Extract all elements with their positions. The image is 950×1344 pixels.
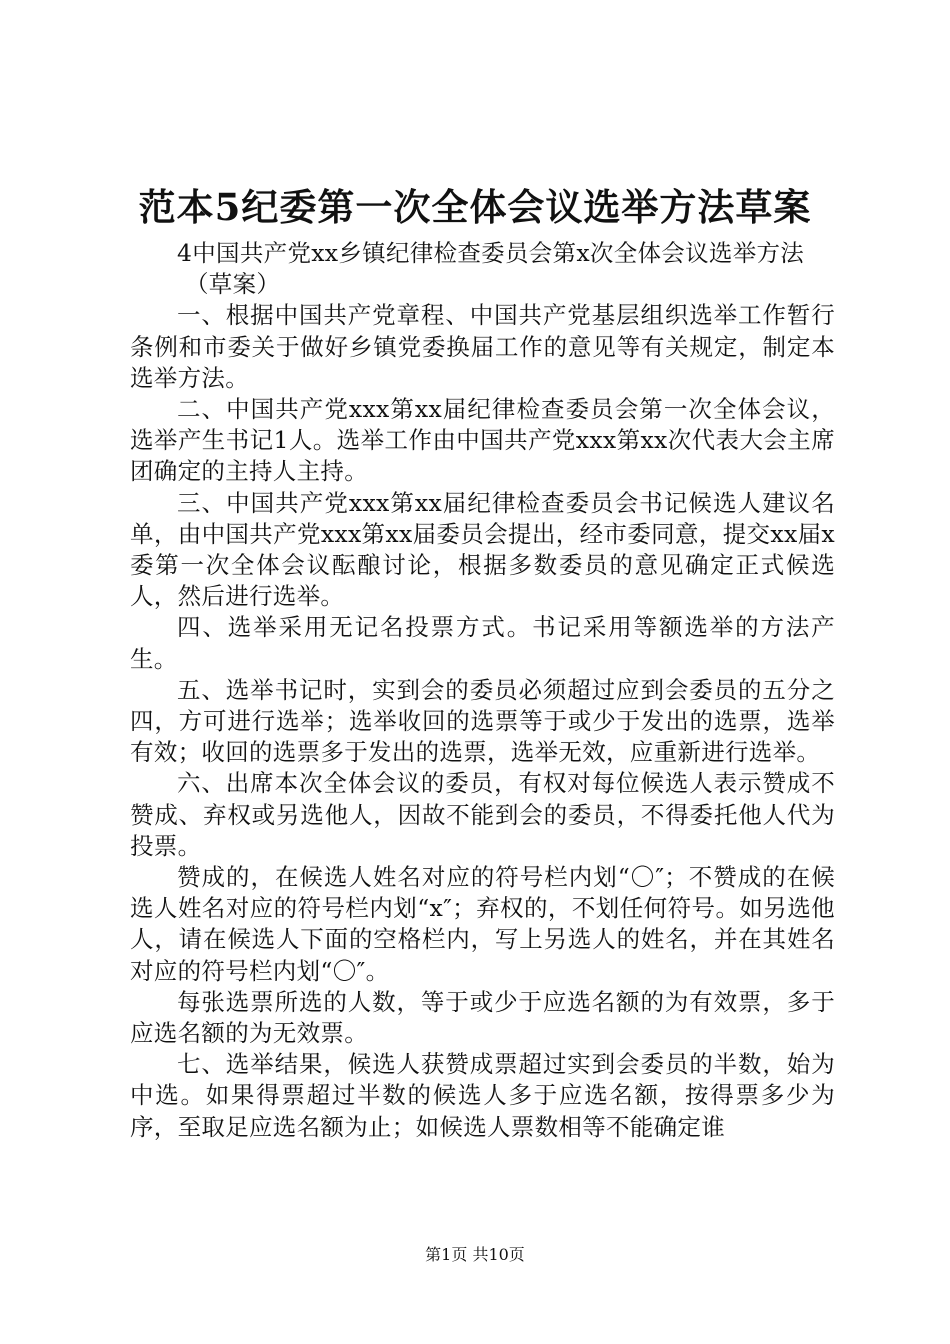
paragraph-draft-label: （草案）	[185, 270, 281, 299]
paragraph-article-5: 五、选举书记时，实到会的委员必须超过应到会委员的五分之四，方可进行选举；选举收回的选票等于或少于发出的选票，选举有效；收回的选票多于发出的选票，选举无效，应重新进行选举。	[130, 675, 835, 767]
paragraph-article-2: 二、中国共产党xxx第xx届纪律检查委员会第一次全体会议，选举产生书记1人。选举工作由中国共产党xxx第xx次代表大会主席团确定的主持人主持。	[130, 395, 835, 486]
paragraph-heading: 4中国共产党xx乡镇纪律检查委员会第x次全体会议选举方法	[177, 239, 805, 267]
paragraph-voting-marks: 赞成的，在候选人姓名对应的符号栏内划“〇″；不赞成的在候选人姓名对应的符号栏内划“x″；弃权的，不划任何符号。如另选他人，请在候选人下面的空格栏内，写上另选人的姓名，并在其姓名对应的符号栏内划“〇″。	[130, 863, 835, 985]
paragraph-article-3: 三、中国共产党xxx第xx届纪律检查委员会书记候选人建议名单，由中国共产党xxx第xx届委员会提出，经市委同意，提交xx届x委第一次全体会议酝酿讨论，根据多数委员的意见确定正式候选人，然后进行选举。	[130, 488, 835, 611]
document-title: 范本5纪委第一次全体会议选举方法草案	[138, 185, 812, 229]
paragraph-article-6: 六、出席本次全体会议的委员，有权对每位候选人表示赞成不赞成、弃权或另选他人，因故不能到会的委员，不得委托他人代为投票。	[130, 769, 835, 860]
page-footer: 第1页 共10页	[425, 1245, 525, 1264]
paragraph-valid-ballot: 每张选票所选的人数，等于或少于应选名额的为有效票，多于应选名额的为无效票。	[130, 987, 835, 1048]
paragraph-article-4: 四、选举采用无记名投票方式。书记采用等额选举的方法产生。	[130, 613, 835, 673]
paragraph-article-7: 七、选举结果，候选人获赞成票超过实到会委员的半数，始为中选。如果得票超过半数的候选人多于应选名额，按得票多少为序，至取足应选名额为止；如候选人票数相等不能确定谁	[130, 1050, 835, 1141]
document-body	[130, 238, 835, 1143]
paragraph-article-1: 一、根据中国共产党章程、中国共产党基层组织选举工作暂行条例和市委关于做好乡镇党委换届工作的意见等有关规定，制定本选举方法。	[130, 301, 835, 392]
